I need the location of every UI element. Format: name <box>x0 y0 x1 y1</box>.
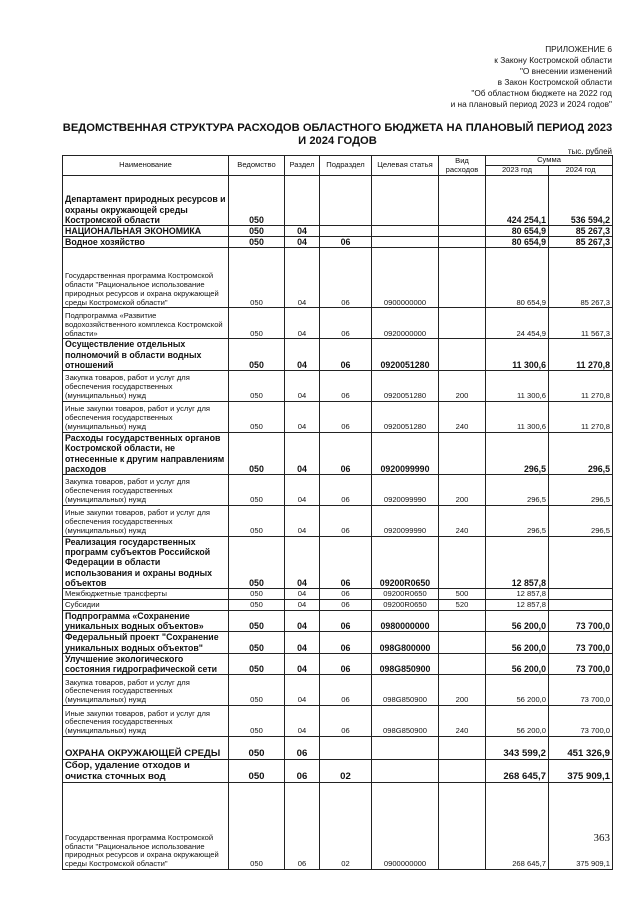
cell-type <box>439 339 486 371</box>
appendix-line: "Об областном бюджете на 2022 год <box>471 88 612 98</box>
cell-y2024: 296,5 <box>549 506 613 537</box>
cell-section: 04 <box>285 433 320 475</box>
table-row <box>63 706 613 737</box>
table-row <box>63 760 613 783</box>
cell-section: 04 <box>285 506 320 537</box>
cell-subsection: 06 <box>320 475 372 506</box>
cell-subsection: 06 <box>320 248 372 308</box>
cell-y2023: 11 300,6 <box>486 371 549 402</box>
cell-y2024: 375 909,1 <box>549 783 613 870</box>
cell-section: 06 <box>285 737 320 760</box>
table-row <box>63 339 613 371</box>
cell-target <box>372 237 439 248</box>
cell-name: Реализация государственных программ субъектов Российской Федерации в области использования и охраны водных объектов <box>63 537 229 589</box>
cell-name: Водное хозяйство <box>63 237 229 248</box>
table-row <box>63 308 613 339</box>
table-row <box>63 248 613 308</box>
cell-y2023: 343 599,2 <box>486 737 549 760</box>
table-body <box>63 176 613 870</box>
cell-y2024: 375 909,1 <box>549 760 613 783</box>
table-row <box>63 600 613 611</box>
table-row <box>63 675 613 706</box>
cell-subsection: 02 <box>320 783 372 870</box>
cell-type: 200 <box>439 675 486 706</box>
cell-dept: 050 <box>229 706 285 737</box>
cell-target <box>372 176 439 226</box>
cell-target: 098G850900 <box>372 653 439 674</box>
cell-dept: 050 <box>229 783 285 870</box>
cell-section: 04 <box>285 402 320 433</box>
cell-subsection: 06 <box>320 611 372 632</box>
table-row <box>63 537 613 589</box>
appendix-line: к Закону Костромской области <box>494 55 612 65</box>
cell-name: Иные закупки товаров, работ и услуг для обеспечения государственных (муниципальных) нужд <box>63 506 229 537</box>
cell-target: 0920051280 <box>372 402 439 433</box>
cell-subsection: 06 <box>320 706 372 737</box>
cell-section: 04 <box>285 308 320 339</box>
cell-section: 04 <box>285 706 320 737</box>
cell-y2024: 451 326,9 <box>549 737 613 760</box>
cell-type <box>439 783 486 870</box>
cell-dept: 050 <box>229 308 285 339</box>
cell-y2024: 73 700,0 <box>549 675 613 706</box>
cell-dept: 050 <box>229 653 285 674</box>
cell-dept: 050 <box>229 600 285 611</box>
cell-name: Сбор, удаление отходов и очистка сточных вод <box>63 760 229 783</box>
cell-subsection: 06 <box>320 600 372 611</box>
cell-type <box>439 611 486 632</box>
cell-target: 0980000000 <box>372 611 439 632</box>
cell-name: Подпрограмма «Сохранение уникальных водных объектов» <box>63 611 229 632</box>
cell-section <box>285 176 320 226</box>
cell-target: 098G850900 <box>372 706 439 737</box>
header-sum: Сумма <box>486 156 613 166</box>
cell-subsection: 06 <box>320 632 372 653</box>
table-row <box>63 226 613 237</box>
cell-section: 04 <box>285 475 320 506</box>
cell-subsection: 06 <box>320 308 372 339</box>
cell-type: 240 <box>439 506 486 537</box>
cell-target: 098G850900 <box>372 675 439 706</box>
cell-y2023: 12 857,8 <box>486 589 549 600</box>
cell-target <box>372 226 439 237</box>
cell-y2023: 56 200,0 <box>486 653 549 674</box>
cell-type <box>439 308 486 339</box>
cell-dept: 050 <box>229 611 285 632</box>
cell-dept: 050 <box>229 589 285 600</box>
cell-target: 0920000000 <box>372 308 439 339</box>
page-number: 363 <box>593 832 610 844</box>
cell-target <box>372 760 439 783</box>
budget-table <box>62 155 613 870</box>
cell-y2023: 56 200,0 <box>486 632 549 653</box>
cell-target: 0920099990 <box>372 506 439 537</box>
table-row <box>63 371 613 402</box>
table-row <box>63 433 613 475</box>
appendix-line: в Закон Костромской области <box>497 77 612 87</box>
cell-subsection: 06 <box>320 237 372 248</box>
cell-name: Иные закупки товаров, работ и услуг для обеспечения государственных (муниципальных) нужд <box>63 706 229 737</box>
cell-type <box>439 248 486 308</box>
cell-y2024 <box>549 537 613 589</box>
cell-subsection: 06 <box>320 537 372 589</box>
cell-subsection: 02 <box>320 760 372 783</box>
cell-y2023: 12 857,8 <box>486 600 549 611</box>
cell-subsection: 06 <box>320 339 372 371</box>
cell-name: Государственная программа Костромской области "Рациональное использование природных ресурсов и охрана окружающей среды Костромской области" <box>63 783 229 870</box>
cell-subsection: 06 <box>320 589 372 600</box>
cell-subsection: 06 <box>320 653 372 674</box>
cell-y2024: 536 594,2 <box>549 176 613 226</box>
cell-name: Департамент природных ресурсов и охраны окружающей среды Костромской области <box>63 176 229 226</box>
cell-y2023: 424 254,1 <box>486 176 549 226</box>
cell-y2024: 296,5 <box>549 433 613 475</box>
cell-target: 0920099990 <box>372 475 439 506</box>
cell-y2024: 11 270,8 <box>549 339 613 371</box>
cell-dept: 050 <box>229 237 285 248</box>
header-2024: 2024 год <box>549 166 613 176</box>
cell-dept: 050 <box>229 737 285 760</box>
cell-name: Расходы государственных органов Костромской области, не отнесенные к другим направлениям расходов <box>63 433 229 475</box>
cell-y2023: 56 200,0 <box>486 675 549 706</box>
cell-name: ОХРАНА ОКРУЖАЮЩЕЙ СРЕДЫ <box>63 737 229 760</box>
appendix-line: ПРИЛОЖЕНИЕ 6 <box>545 44 612 54</box>
cell-dept: 050 <box>229 226 285 237</box>
header-target: Целевая статья <box>372 156 439 176</box>
table-row <box>63 237 613 248</box>
cell-y2024: 85 267,3 <box>549 237 613 248</box>
header-section: Раздел <box>285 156 320 176</box>
cell-name: Межбюджетные трансферты <box>63 589 229 600</box>
units-label: тыс. рублей <box>567 147 612 156</box>
cell-section: 06 <box>285 760 320 783</box>
cell-subsection: 06 <box>320 433 372 475</box>
cell-section: 04 <box>285 537 320 589</box>
cell-y2024 <box>549 589 613 600</box>
cell-dept: 050 <box>229 433 285 475</box>
cell-name: Закупка товаров, работ и услуг для обеспечения государственных (муниципальных) нужд <box>63 675 229 706</box>
cell-type <box>439 632 486 653</box>
cell-name: НАЦИОНАЛЬНАЯ ЭКОНОМИКА <box>63 226 229 237</box>
cell-y2024: 73 700,0 <box>549 611 613 632</box>
cell-type <box>439 760 486 783</box>
cell-y2024: 11 270,8 <box>549 371 613 402</box>
cell-type: 200 <box>439 475 486 506</box>
cell-type <box>439 226 486 237</box>
cell-type <box>439 653 486 674</box>
cell-target: 0920051280 <box>372 371 439 402</box>
cell-type: 500 <box>439 589 486 600</box>
cell-target: 0900000000 <box>372 783 439 870</box>
cell-dept: 050 <box>229 632 285 653</box>
table-row <box>63 475 613 506</box>
cell-type: 240 <box>439 706 486 737</box>
table-row <box>63 402 613 433</box>
cell-type: 240 <box>439 402 486 433</box>
header-dept: Ведомство <box>229 156 285 176</box>
cell-name: Осуществление отдельных полномочий в области водных отношений <box>63 339 229 371</box>
cell-target: 0920099990 <box>372 433 439 475</box>
table-row <box>63 737 613 760</box>
cell-subsection <box>320 176 372 226</box>
cell-y2024: 11 270,8 <box>549 402 613 433</box>
cell-y2023: 268 645,7 <box>486 783 549 870</box>
cell-type: 520 <box>439 600 486 611</box>
cell-dept: 050 <box>229 371 285 402</box>
cell-subsection: 06 <box>320 402 372 433</box>
cell-dept: 050 <box>229 248 285 308</box>
header-type: Вид расходов <box>439 156 486 176</box>
cell-section: 04 <box>285 632 320 653</box>
cell-target: 0920051280 <box>372 339 439 371</box>
cell-y2024: 85 267,3 <box>549 226 613 237</box>
cell-subsection: 06 <box>320 371 372 402</box>
cell-y2024: 73 700,0 <box>549 706 613 737</box>
cell-y2023: 11 300,6 <box>486 339 549 371</box>
cell-dept: 050 <box>229 402 285 433</box>
cell-y2023: 296,5 <box>486 433 549 475</box>
cell-section: 04 <box>285 248 320 308</box>
table-row <box>63 611 613 632</box>
cell-dept: 050 <box>229 475 285 506</box>
cell-subsection: 06 <box>320 675 372 706</box>
cell-name: Государственная программа Костромской области "Рациональное использование природных ресурсов и охрана окружающей среды Костромской области" <box>63 248 229 308</box>
cell-y2024: 11 567,3 <box>549 308 613 339</box>
cell-target: 0900000000 <box>372 248 439 308</box>
cell-y2024: 73 700,0 <box>549 632 613 653</box>
cell-target <box>372 737 439 760</box>
cell-y2023: 268 645,7 <box>486 760 549 783</box>
cell-type: 200 <box>439 371 486 402</box>
cell-section: 04 <box>285 589 320 600</box>
cell-y2024: 73 700,0 <box>549 653 613 674</box>
cell-type <box>439 176 486 226</box>
cell-y2024: 85 267,3 <box>549 248 613 308</box>
cell-type <box>439 237 486 248</box>
cell-name: Закупка товаров, работ и услуг для обеспечения государственных (муниципальных) нужд <box>63 371 229 402</box>
cell-y2023: 296,5 <box>486 506 549 537</box>
cell-y2023: 12 857,8 <box>486 537 549 589</box>
cell-dept: 050 <box>229 675 285 706</box>
cell-subsection <box>320 737 372 760</box>
cell-target: 09200R0650 <box>372 600 439 611</box>
cell-y2023: 11 300,6 <box>486 402 549 433</box>
cell-section: 04 <box>285 339 320 371</box>
cell-target: 098G800000 <box>372 632 439 653</box>
cell-section: 04 <box>285 226 320 237</box>
cell-type <box>439 737 486 760</box>
appendix-line: и на плановый период 2023 и 2024 годов" <box>450 99 612 109</box>
cell-section: 06 <box>285 783 320 870</box>
cell-y2023: 56 200,0 <box>486 611 549 632</box>
cell-type <box>439 537 486 589</box>
cell-section: 04 <box>285 371 320 402</box>
cell-subsection: 06 <box>320 506 372 537</box>
cell-section: 04 <box>285 237 320 248</box>
header-2023: 2023 год <box>486 166 549 176</box>
cell-dept: 050 <box>229 760 285 783</box>
cell-section: 04 <box>285 600 320 611</box>
table-row <box>63 176 613 226</box>
cell-section: 04 <box>285 611 320 632</box>
cell-subsection <box>320 226 372 237</box>
cell-y2023: 296,5 <box>486 475 549 506</box>
cell-dept: 050 <box>229 339 285 371</box>
cell-target: 09200R0650 <box>372 537 439 589</box>
cell-type <box>439 433 486 475</box>
cell-y2023: 80 654,9 <box>486 248 549 308</box>
cell-name: Подпрограмма «Развитие водохозяйственного комплекса Костромской области» <box>63 308 229 339</box>
appendix-header <box>352 44 612 110</box>
cell-section: 04 <box>285 653 320 674</box>
cell-section: 04 <box>285 675 320 706</box>
header-subsection: Подраздел <box>320 156 372 176</box>
table-row <box>63 632 613 653</box>
table-row <box>63 653 613 674</box>
cell-y2024: 296,5 <box>549 475 613 506</box>
cell-name: Иные закупки товаров, работ и услуг для обеспечения государственных (муниципальных) нужд <box>63 402 229 433</box>
cell-y2023: 24 454,9 <box>486 308 549 339</box>
cell-y2023: 80 654,9 <box>486 237 549 248</box>
appendix-line: "О внесении изменений <box>519 66 612 76</box>
table-row <box>63 506 613 537</box>
cell-name: Закупка товаров, работ и услуг для обеспечения государственных (муниципальных) нужд <box>63 475 229 506</box>
cell-dept: 050 <box>229 506 285 537</box>
cell-dept: 050 <box>229 537 285 589</box>
cell-name: Улучшение экологического состояния гидрографической сети <box>63 653 229 674</box>
cell-y2023: 80 654,9 <box>486 226 549 237</box>
table-row <box>63 589 613 600</box>
cell-dept: 050 <box>229 176 285 226</box>
document-title: ВЕДОМСТВЕННАЯ СТРУКТУРА РАСХОДОВ ОБЛАСТНОГО БЮДЖЕТА НА ПЛАНОВЫЙ ПЕРИОД 2023 И 2024 ГОДОВ <box>62 122 613 147</box>
cell-y2023: 56 200,0 <box>486 706 549 737</box>
cell-name: Субсидии <box>63 600 229 611</box>
cell-target: 09200R0650 <box>372 589 439 600</box>
cell-name: Федеральный проект "Сохранение уникальных водных объектов" <box>63 632 229 653</box>
table-row <box>63 783 613 870</box>
cell-y2024 <box>549 600 613 611</box>
header-name: Наименование <box>63 156 229 176</box>
